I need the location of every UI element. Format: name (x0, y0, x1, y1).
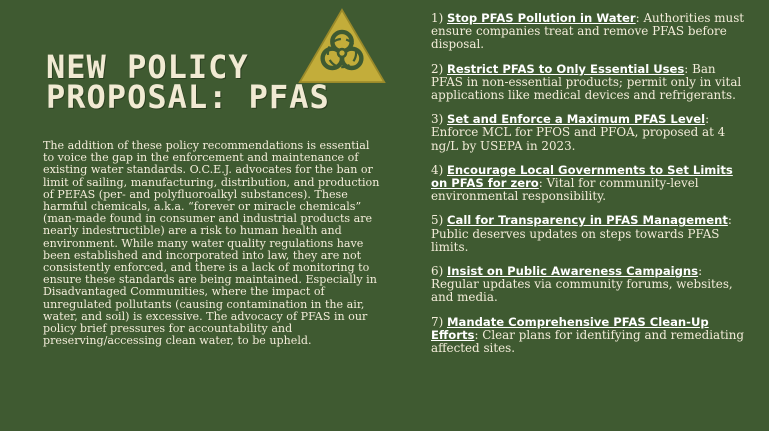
item-heading: Restrict PFAS to Only Essential Uses (446, 61, 685, 76)
item-number: 6) (431, 264, 447, 279)
item-number: 2) (431, 61, 447, 76)
item-heading: Mandate Comprehensive PFAS Clean-Up Efforts (431, 314, 709, 342)
item-body: : Ban PFAS in non-essential products; permit only in vital applications like medical devices and refrigerants. (431, 61, 742, 103)
title-line-2: PROPOSAL: PFAS (46, 78, 330, 116)
list-item (431, 214, 747, 254)
item-number: 7) (431, 314, 447, 329)
list-item (431, 63, 747, 103)
item-number: 5) (431, 213, 447, 228)
item-heading: Set and Enforce a Maximum PFAS Level (446, 112, 706, 127)
item-body: : Clear plans for identifying and remediating affected sites. (431, 327, 744, 356)
page-title (46, 48, 330, 116)
title-line-1: NEW POLICY (46, 48, 249, 86)
item-heading: Encourage Local Governments to Set Limits on PFAS for zero (431, 162, 733, 191)
recommendation-list (431, 12, 747, 366)
item-heading: Insist on Public Awareness Campaigns (446, 264, 699, 279)
list-item (431, 164, 747, 204)
item-heading: Stop PFAS Pollution in Water (446, 11, 636, 25)
item-number: 1) (431, 11, 447, 25)
item-number: 4) (431, 162, 447, 177)
list-item (431, 316, 747, 356)
item-heading: Call for Transparency in PFAS Management (446, 213, 728, 228)
list-item (431, 113, 747, 153)
list-item (431, 265, 747, 305)
item-body: : Authorities must ensure companies treat and remove PFAS before disposal. (431, 11, 745, 52)
item-body: : Enforce MCL for PFOS and PFOA, proposed at 4 ng/L by USEPA in 2023. (431, 112, 726, 153)
item-body: : Public deserves updates on steps towards PFAS limits. (431, 213, 732, 254)
item-body: : Vital for community-level environmental responsibility. (431, 176, 699, 204)
intro-paragraph: The addition of these policy recommendations is essential to voice the gap in the enforcement and maintenance of existing water standards. O.C.E.J. advocates for the ban or limit of sailing, manufacturing, distribution, and production of PEFAS (per- and polyfluoroalkyl substances). These harmful chemicals, a.k.a. “forever or miracle chemicals” (man-made found in consumer and industrial products are nearly indestructible) are a risk to human health and environment. While many water quality regulations have been established and incorporated into law, they are not consistently enforced, and there is a lack of monitoring to ensure these standards are being maintained. Especially in Disadvantaged Communities, where the impact of unregulated pollutants (causing contamination in the air, water, and soil) is excessive. The advocacy of PFAS in our policy brief pressures for accountability and preserving/accessing clean water, to be upheld. (43, 139, 380, 348)
item-body: : Regular updates via community forums, websites, and media. (431, 264, 733, 305)
item-number: 3) (431, 112, 447, 127)
list-item (431, 12, 747, 52)
